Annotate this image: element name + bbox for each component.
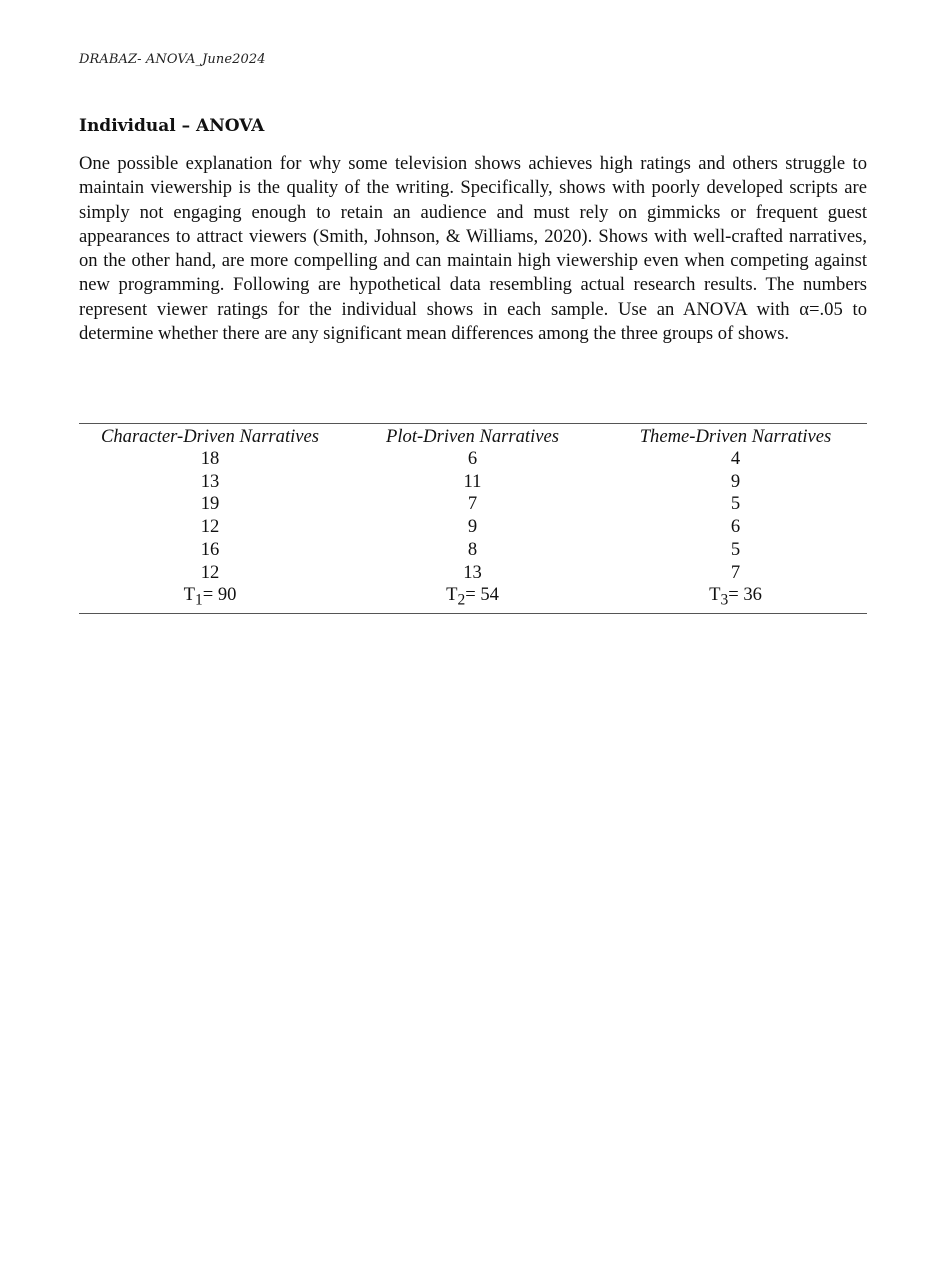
table-cell: 7 <box>730 561 741 583</box>
table-cell: 6 <box>730 516 741 538</box>
total-label: T <box>709 584 721 606</box>
table-row <box>79 539 867 562</box>
table-row <box>79 562 867 585</box>
table-cell: 18 <box>200 448 220 469</box>
table-cell: 12 <box>200 516 220 538</box>
total-cell-2 <box>341 584 604 613</box>
table-row <box>79 471 867 494</box>
total-label: T <box>183 584 195 606</box>
table-cell: 8 <box>467 538 478 560</box>
column-header-theme-driven: Theme-Driven Narratives <box>639 426 832 447</box>
table-header-row <box>79 424 867 449</box>
ratings-table <box>79 423 867 614</box>
totals-row <box>79 584 867 613</box>
table-cell: 5 <box>730 493 741 515</box>
table-cell: 13 <box>200 470 220 492</box>
section-title: Individual – ANOVA <box>79 116 265 136</box>
total-subscript: 3 <box>720 591 729 609</box>
total-cell-1 <box>79 584 341 613</box>
total-value: = 36 <box>728 584 762 606</box>
table-row <box>79 516 867 539</box>
table-cell: 13 <box>463 561 482 583</box>
table-cell: 9 <box>730 470 741 492</box>
problem-paragraph: One possible explanation for why some television shows achieves high ratings and others struggle to maintain viewership is the quality of the writing. Specifically, shows with poorly developed scripts are simply not engaging enough to retain an audience and must rely on gimmicks or frequent guest appearances to attract viewers (Smith, Johnson, & Williams, 2020). Shows with well-crafted narratives, on the other hand, are more compelling and can maintain high viewership even when competing against new programming. Following are hypothetical data resembling actual research results. The numbers represent viewer ratings for the individual shows in each sample. Use an ANOVA with α=.05 to determine whether there are any significant mean differences among the three groups of shows. <box>79 153 867 345</box>
total-cell-3 <box>604 584 867 613</box>
total-label: T <box>446 584 458 606</box>
table-cell: 12 <box>200 561 220 583</box>
table-cell: 4 <box>730 448 741 469</box>
total-subscript: 2 <box>457 591 466 609</box>
table-cell: 19 <box>200 493 220 515</box>
total-value: = 54 <box>465 584 499 606</box>
table-cell: 5 <box>730 538 741 560</box>
table-cell: 16 <box>200 538 220 560</box>
running-header: DRABAZ- ANOVA_June2024 <box>79 52 266 67</box>
table-row <box>79 448 867 471</box>
total-subscript: 1 <box>194 591 203 609</box>
column-header-character-driven: Character-Driven Narratives <box>100 426 320 447</box>
table-cell: 9 <box>467 516 478 538</box>
total-value: = 90 <box>202 584 237 606</box>
table-cell: 6 <box>467 448 478 469</box>
column-header-plot-driven: Plot-Driven Narratives <box>386 426 559 447</box>
table-cell: 7 <box>467 493 478 515</box>
table-row <box>79 493 867 516</box>
table-cell: 11 <box>463 470 482 492</box>
